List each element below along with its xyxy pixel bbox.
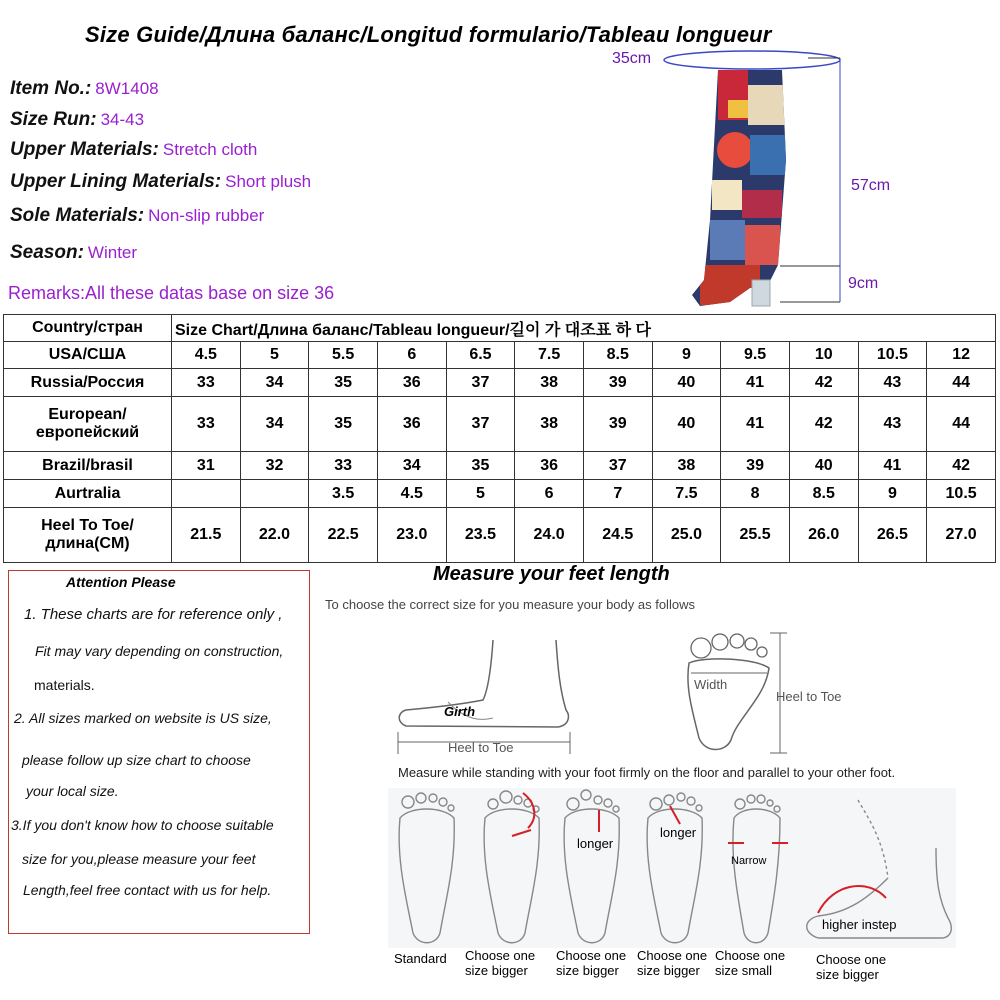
table-cell: 41 — [721, 397, 790, 452]
girth-label: Girth — [444, 704, 476, 719]
spec-upper-lining — [10, 171, 311, 193]
table-cell: 31 — [172, 452, 241, 480]
table-cell: 23.0 — [377, 508, 446, 563]
attention-title: Attention Please — [66, 574, 176, 590]
spec-label: Upper Materials: — [10, 139, 159, 160]
table-cell: 10.5 — [858, 342, 927, 369]
footprint-type-5 — [733, 795, 780, 943]
longer-note-1: longer — [577, 836, 614, 851]
table-cell: 6 — [515, 480, 584, 508]
attention-line: size for you,please measure your feet — [22, 851, 256, 867]
size-chart-table — [3, 314, 996, 563]
spec-size-run — [10, 109, 144, 131]
spec-label: Season: — [10, 242, 84, 263]
footprint-type-2 — [484, 791, 539, 943]
table-cell: 35 — [309, 397, 378, 452]
side-foot-outline — [399, 640, 568, 727]
table-cell: 41 — [721, 369, 790, 397]
table-cell: 7.5 — [652, 480, 721, 508]
table-cell — [240, 480, 309, 508]
measure-instruction: Measure while standing with your foot firmly on the floor and parallel to your other foot. — [398, 765, 896, 780]
table-cell: 9.5 — [721, 342, 790, 369]
table-cell: 8.5 — [789, 480, 858, 508]
table-cell: 9 — [652, 342, 721, 369]
table-cell: 39 — [583, 369, 652, 397]
row-label: European/европейский — [4, 397, 172, 452]
table-cell: 33 — [172, 397, 241, 452]
table-row — [4, 369, 996, 397]
caption-type-4: Choose one size bigger — [637, 948, 708, 978]
table-cell: 38 — [515, 369, 584, 397]
table-cell: 24.5 — [583, 508, 652, 563]
table-cell: 41 — [858, 452, 927, 480]
measure-title: Measure your feet length — [433, 563, 670, 585]
spec-sole-materials — [10, 205, 264, 227]
attention-line: Length,feel free contact with us for help. — [23, 882, 272, 898]
table-cell: 7.5 — [515, 342, 584, 369]
attention-line: 1. These charts are for reference only , — [24, 606, 283, 623]
attention-line: please follow up size chart to choose — [22, 752, 251, 768]
spec-label: Upper Lining Materials: — [10, 171, 222, 192]
table-cell: 26.5 — [858, 508, 927, 563]
table-cell: 42 — [789, 369, 858, 397]
table-cell: 5 — [240, 342, 309, 369]
footprint-type-3 — [564, 790, 619, 943]
table-cell: 6 — [377, 342, 446, 369]
header-chart: Size Chart/Длина баланс/Tableau longueur/길이 가 대조표 하 다 — [172, 315, 996, 342]
table-cell: 34 — [240, 397, 309, 452]
spec-season — [10, 242, 137, 264]
table-row — [4, 452, 996, 480]
table-cell: 7 — [583, 480, 652, 508]
measure-subtitle: To choose the correct size for you measure your body as follows — [325, 597, 695, 612]
caption-type-6: Choose one size bigger — [816, 952, 887, 982]
spec-value: Non-slip rubber — [148, 206, 265, 225]
spec-label: Size Run: — [10, 109, 97, 130]
top-foot-outline — [688, 659, 769, 750]
table-cell: 39 — [583, 397, 652, 452]
table-cell: 33 — [309, 452, 378, 480]
table-cell: 9 — [858, 480, 927, 508]
table-cell: 44 — [927, 369, 996, 397]
spec-value: Short plush — [225, 172, 312, 191]
row-label: Aurtralia — [4, 480, 172, 508]
boot-print — [690, 65, 790, 310]
table-cell: 36 — [377, 369, 446, 397]
row-label: Brazil/brasil — [4, 452, 172, 480]
table-cell: 12 — [927, 342, 996, 369]
heel — [752, 280, 770, 306]
table-cell: 35 — [446, 452, 515, 480]
caption-type-2: Choose one size bigger — [465, 948, 536, 978]
longer-note-2: longer — [660, 825, 697, 840]
spec-item-no — [10, 78, 159, 100]
table-cell: 36 — [515, 452, 584, 480]
table-cell: 4.5 — [172, 342, 241, 369]
table-cell: 22.0 — [240, 508, 309, 563]
table-cell: 34 — [240, 369, 309, 397]
table-cell: 10 — [789, 342, 858, 369]
instep-note: higher instep — [822, 917, 897, 932]
spec-label: Sole Materials: — [10, 205, 145, 226]
table-cell: 43 — [858, 369, 927, 397]
table-cell: 38 — [652, 452, 721, 480]
table-cell: 5.5 — [309, 342, 378, 369]
row-label: Heel To Toe/длина(CM) — [4, 508, 172, 563]
table-cell: 40 — [652, 369, 721, 397]
table-cell: 22.5 — [309, 508, 378, 563]
table-cell: 40 — [652, 397, 721, 452]
heel-to-toe-side-label: Heel to Toe — [448, 740, 514, 755]
table-cell: 40 — [789, 452, 858, 480]
table-cell: 42 — [927, 452, 996, 480]
spec-upper-materials — [10, 139, 257, 161]
table-cell: 6.5 — [446, 342, 515, 369]
table-cell: 8 — [721, 480, 790, 508]
table-cell: 4.5 — [377, 480, 446, 508]
table-row — [4, 508, 996, 563]
circumference-label: 35cm — [612, 50, 652, 67]
row-label: USA/США — [4, 342, 172, 369]
caption-type-5: Choose one size small — [715, 948, 786, 978]
caption-type-3: Choose one size bigger — [556, 948, 627, 978]
table-cell: 24.0 — [515, 508, 584, 563]
spec-value: Winter — [87, 243, 138, 262]
attention-line: materials. — [34, 677, 95, 693]
table-cell: 37 — [583, 452, 652, 480]
spec-value: 8W1408 — [95, 79, 159, 98]
table-cell: 26.0 — [789, 508, 858, 563]
row-label: Russia/Россия — [4, 369, 172, 397]
table-row — [4, 480, 996, 508]
heel-to-toe-top-label: Heel to Toe — [776, 689, 842, 704]
remarks: Remarks:All these datas base on size 36 — [8, 283, 335, 303]
footprint-standard — [399, 793, 454, 943]
table-cell — [172, 480, 241, 508]
table-row — [4, 397, 996, 452]
table-cell: 23.5 — [446, 508, 515, 563]
table-cell: 10.5 — [927, 480, 996, 508]
table-cell: 5 — [446, 480, 515, 508]
shaft-height-label: 57cm — [851, 177, 891, 194]
caption-standard: Standard — [394, 951, 447, 966]
table-cell: 8.5 — [583, 342, 652, 369]
table-cell: 21.5 — [172, 508, 241, 563]
table-cell: 36 — [377, 397, 446, 452]
spec-value: Stretch cloth — [162, 140, 258, 159]
table-cell: 35 — [309, 369, 378, 397]
spec-value: 34-43 — [100, 110, 145, 129]
table-header-row — [4, 315, 996, 342]
table-cell: 34 — [377, 452, 446, 480]
table-cell: 27.0 — [927, 508, 996, 563]
attention-line: 2. All sizes marked on website is US size, — [14, 710, 272, 726]
attention-line: your local size. — [26, 783, 119, 799]
table-cell: 37 — [446, 369, 515, 397]
table-cell: 37 — [446, 397, 515, 452]
table-cell: 25.0 — [652, 508, 721, 563]
table-cell: 25.5 — [721, 508, 790, 563]
attention-line: Fit may vary depending on construction, — [35, 643, 284, 659]
table-row — [4, 342, 996, 369]
width-label: Width — [694, 677, 728, 692]
header-country: Country/стран — [4, 315, 172, 342]
table-body — [4, 342, 996, 563]
table-cell: 33 — [172, 369, 241, 397]
table-cell: 39 — [721, 452, 790, 480]
spec-label: Item No.: — [10, 78, 92, 99]
narrow-note: Narrow — [731, 855, 767, 867]
table-cell: 3.5 — [309, 480, 378, 508]
table-cell: 44 — [927, 397, 996, 452]
circumference-marker — [664, 51, 840, 69]
table-cell: 43 — [858, 397, 927, 452]
table-cell: 38 — [515, 397, 584, 452]
attention-line: 3.If you don't know how to choose suitable — [11, 817, 274, 833]
table-cell: 42 — [789, 397, 858, 452]
page-title: Size Guide/Длина баланс/Longitud formulario/Tableau longueur — [85, 22, 772, 47]
heel-height-label: 9cm — [848, 275, 879, 292]
table-cell: 32 — [240, 452, 309, 480]
